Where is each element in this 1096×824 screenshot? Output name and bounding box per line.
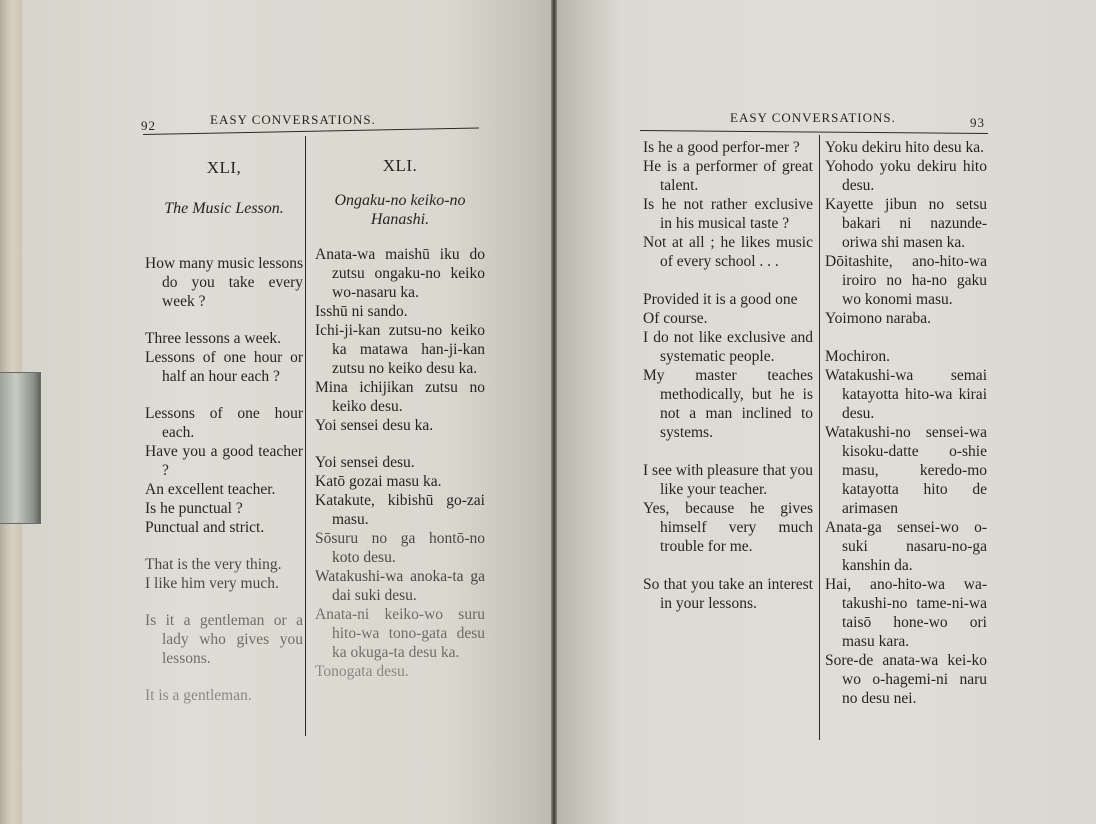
list-item: Kayette jibun no setsu bakari ni nazunde-oriwa shi masen ka. xyxy=(825,196,987,251)
list-item: Anata-ga sensei-wo o-suki nasaru-no-ga kanshin da. xyxy=(825,519,987,574)
list-item: Is he punctual ? xyxy=(145,500,243,517)
right-japanese-column xyxy=(825,138,987,708)
lesson-number-japanese: XLI. xyxy=(382,156,418,175)
lesson-title-english: The Music Lesson. xyxy=(164,200,284,217)
list-item: Watakushi-wa semai katayotta hito-wa kirai desu. xyxy=(825,367,987,422)
list-item: Katakute, kibishū go-zai masu. xyxy=(315,492,485,528)
list-item: Yohodo yoku dekiru hito desu. xyxy=(825,158,987,194)
list-item: Yoi sensei desu. xyxy=(315,454,415,471)
list-item: Not at all ; he likes music of every school . . . xyxy=(643,234,813,270)
book-gutter xyxy=(551,0,557,824)
list-item: I do not like exclusive and systematic people. xyxy=(643,329,813,365)
list-item: Is he a good perfor-mer ? xyxy=(643,139,800,156)
list-item: Is he not rather exclusive in his musical taste ? xyxy=(643,196,813,232)
page-clip xyxy=(0,372,41,524)
list-item: Is it a gentleman or a lady who gives you lessons. xyxy=(145,612,303,667)
left-japanese-column xyxy=(315,156,485,681)
left-english-column xyxy=(145,158,303,705)
list-item: Mina ichijikan zutsu no keiko desu. xyxy=(315,379,485,415)
list-item: Dōitashite, ano-hito-wa iroiro no ha-no gaku wo konomi masu. xyxy=(825,253,987,308)
list-item: Yoku dekiru hito desu ka. xyxy=(825,139,985,156)
list-item: I see with pleasure that you like your teacher. xyxy=(643,462,814,498)
list-item: Hai, ano-hito-wa wa-takushi-no tame-ni-wa taisō hone-wo ori masu kara. xyxy=(825,576,987,650)
left-column-divider xyxy=(305,136,306,736)
list-item: Have you a good teacher ? xyxy=(145,443,303,479)
list-item: Provided it is a good one xyxy=(643,291,798,308)
list-item: How many music lessons do you take every week ? xyxy=(145,255,304,310)
list-item: Yoi sensei desu ka. xyxy=(315,417,434,434)
right-column-divider xyxy=(819,135,820,740)
list-item: Sōsuru no ga hontō-no koto desu. xyxy=(315,530,485,566)
list-item: He is a performer of great talent. xyxy=(643,158,813,194)
list-item: Yoimono naraba. xyxy=(825,310,932,327)
list-item: That is the very thing. xyxy=(145,556,282,573)
list-item: My master teaches methodically, but he is not a man inclined to systems. xyxy=(643,367,813,441)
list-item: Tonogata desu. xyxy=(315,663,409,680)
right-english-column xyxy=(643,138,813,613)
list-item: Lessons of one hour or half an hour each ? xyxy=(145,349,303,385)
list-item: I like him very much. xyxy=(145,575,279,592)
list-item: Three lessons a week. xyxy=(145,330,282,347)
list-item: Of course. xyxy=(643,310,708,327)
list-item: Katō gozai masu ka. xyxy=(315,473,442,490)
list-item: It is a gentleman. xyxy=(145,687,252,704)
list-item: An excellent teacher. xyxy=(145,481,276,498)
list-item: Yes, because he gives himself very much trouble for me. xyxy=(643,500,813,555)
lesson-title-japanese: Ongaku-no keiko-no Hanashi. xyxy=(334,192,466,228)
list-item: Anata-wa maishū iku do zutsu ongaku-no keiko wo-nasaru ka. xyxy=(315,246,485,301)
left-page-number: 92 xyxy=(141,118,156,133)
list-item: Watakushi-no sensei-wa kisoku-datte o-shie masu, keredo-mo katayotta hito de arimasen xyxy=(825,424,987,517)
right-page-number: 93 xyxy=(970,115,985,130)
list-item: Lessons of one hour each. xyxy=(145,405,303,441)
right-running-head: EASY CONVERSATIONS. xyxy=(730,110,896,125)
list-item: Sore-de anata-wa kei-ko wo o-hagemi-ni naru no desu nei. xyxy=(825,652,987,707)
left-running-head: EASY CONVERSATIONS. xyxy=(210,112,376,127)
list-item: So that you take an interest in your lessons. xyxy=(643,576,813,612)
list-item: Isshū ni sando. xyxy=(315,303,408,320)
lesson-number-english: XLI, xyxy=(206,158,242,177)
list-item: Mochiron. xyxy=(825,348,891,365)
list-item: Ichi-ji-kan zutsu-no keiko ka matawa han-ji-kan zutsu no keiko desu ka. xyxy=(315,322,485,377)
list-item: Punctual and strict. xyxy=(145,519,265,536)
list-item: Watakushi-wa anoka-ta ga dai suki desu. xyxy=(315,568,485,604)
list-item: Anata-ni keiko-wo suru hito-wa tono-gata desu ka okuga-ta desu ka. xyxy=(315,606,485,661)
